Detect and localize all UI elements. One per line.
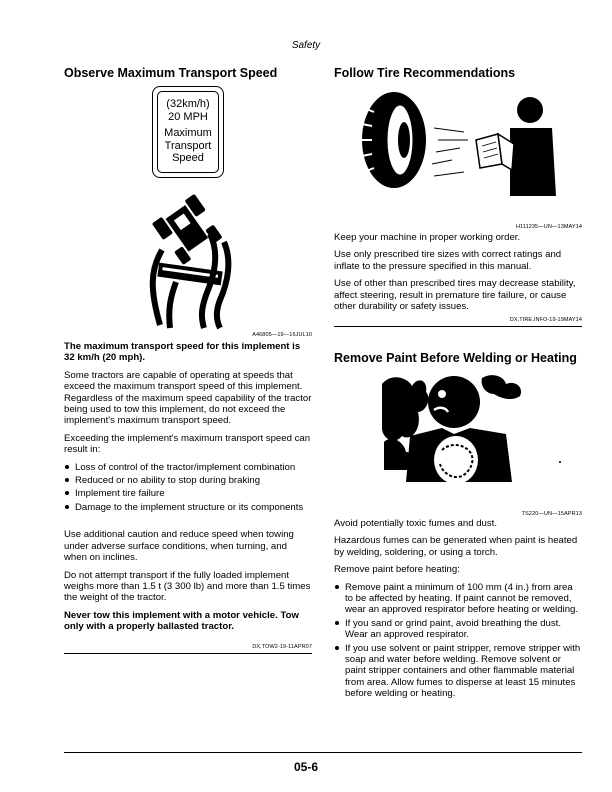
- paragraph: Use only prescribed tire sizes with correct ratings and inflate to the pressure specified in this manual.: [334, 249, 562, 272]
- footer-rule: [64, 752, 582, 753]
- paragraph: Some tractors are capable of operating at speeds that exceed the maximum transport speed of this implement. Regardless of the maximum speed capability of the tractor being used to tow this implement, do not exceed the implement's maximum transport speed.: [64, 369, 312, 427]
- end-code: DX,TOW2-19-11APR07: [252, 644, 312, 650]
- bullet-icon: [335, 646, 339, 650]
- tire-body: [334, 232, 582, 318]
- bullet-icon: [65, 478, 69, 482]
- tractor-implement-illustration: [120, 190, 270, 330]
- tire-reading-illustration: [352, 88, 562, 198]
- paragraph: Use additional caution and reduce speed when towing under adverse surface conditions, when turning, and when on inclines.: [64, 529, 294, 564]
- list-item: Loss of control of the tractor/implement combination: [64, 462, 312, 473]
- section-divider: [64, 653, 312, 654]
- figure-code: H111235—UN—13MAY14: [516, 224, 582, 230]
- paragraph: Exceeding the implement's maximum transport speed can result in:: [64, 432, 311, 456]
- consequences-list: [64, 462, 312, 514]
- bullet-icon: [65, 465, 69, 469]
- paragraph: Use of other than prescribed tires may decrease stability, affect steering, result in premature tire failure, or cause other durability or safety issues.: [334, 278, 576, 313]
- paragraph: Hazardous fumes can be generated when paint is heated by welding, soldering, or using a torch.: [334, 535, 578, 558]
- paragraph: Keep your machine in proper working order.: [334, 232, 521, 243]
- bullet-icon: [65, 505, 69, 509]
- paragraph: Do not attempt transport if the fully loaded implement weighs more than 1.5 t (3 300 lb) and more than 1.5 times the weight of the tractor.: [64, 569, 311, 604]
- transport-speed-body: [64, 341, 312, 639]
- speed-sign: [152, 86, 224, 178]
- list-item: Reduced or no ability to stop during braking: [64, 475, 312, 486]
- running-header: Safety: [291, 40, 321, 51]
- tow-warning: Never tow this implement with a motor vehicle. Tow only with a properly ballasted tractor.: [64, 609, 299, 633]
- bullet-icon: [65, 491, 69, 495]
- bullet-icon: [335, 585, 339, 589]
- list-item: If you use solvent or paint stripper, remove stripper with soap and water before welding. Remove solvent or paint stripper containers and other flammable material from area. Allow fumes to disperse at least 15 minutes before welding or heating.: [334, 643, 582, 700]
- list-item: Remove paint a minimum of 100 mm (4 in.) from area to be affected by heating. If paint cannot be removed, wear an approved respirator before heating or welding.: [334, 582, 582, 616]
- sign-line: Transport: [164, 139, 212, 152]
- section-title-paint: Remove Paint Before Welding or Heating: [334, 351, 577, 365]
- list-item: If you sand or grind paint, avoid breathing the dust. Wear an approved respirator.: [334, 618, 582, 641]
- toxic-fumes-illustration: [382, 372, 562, 512]
- section-title-tire: Follow Tire Recommendations: [334, 66, 516, 80]
- page-number: 05-6: [293, 760, 319, 774]
- figure-code: TS220—UN—15APR13: [521, 511, 582, 517]
- sign-line: Maximum: [164, 127, 212, 139]
- list-item: Implement tire failure: [64, 488, 312, 499]
- paragraph: Avoid potentially toxic fumes and dust.: [334, 518, 498, 529]
- paragraph: Remove paint before heating:: [334, 564, 460, 576]
- figure-code: A46805—19—16JUL10: [252, 332, 312, 338]
- section-title-transport-speed: Observe Maximum Transport Speed: [64, 66, 278, 80]
- max-speed-statement: The maximum transport speed for this implement is 32 km/h (20 mph).: [64, 341, 301, 364]
- bullet-icon: [335, 621, 339, 625]
- end-code: DX,TIRE,INFO-19-19MAY14: [509, 317, 582, 323]
- list-item: Damage to the implement structure or its components: [64, 502, 312, 513]
- sign-line: Speed: [172, 152, 204, 164]
- section-divider: [334, 326, 582, 327]
- paint-body: [334, 518, 582, 706]
- sign-line: (32km/h): [166, 98, 210, 110]
- sign-line: 20 MPH: [168, 110, 208, 123]
- paint-removal-list: [334, 582, 582, 700]
